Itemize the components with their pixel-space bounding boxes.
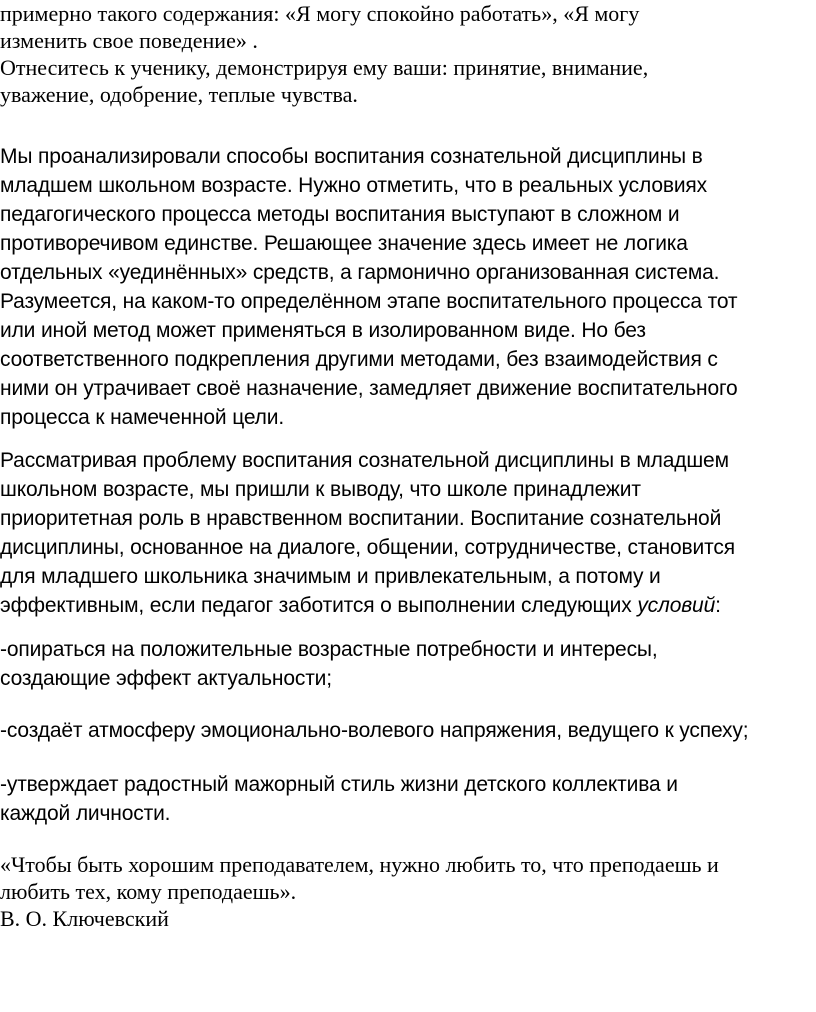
conclusion-paragraph — [0, 446, 806, 620]
conditions-emphasis: условий — [637, 594, 716, 617]
condition-item-2 — [0, 716, 806, 745]
analysis-line: Мы проанализировали способы воспитания сознательной дисциплины в — [0, 145, 703, 168]
analysis-line: или иной метод может применяться в изолированном виде. Но без — [0, 319, 646, 342]
analysis-line: процесса к намеченной цели. — [0, 406, 285, 429]
condition-line: создающие эффект актуальности; — [0, 667, 332, 690]
condition-item-1 — [0, 635, 806, 693]
conclusion-line: для младшего школьника значимым и привлекательным, а потому и — [0, 565, 661, 588]
analysis-line: Разумеется, на каком-то определённом этапе воспитательного процесса тот — [0, 290, 738, 313]
quote-block — [0, 851, 806, 932]
conclusion-line: Рассматривая проблему воспитания сознательной дисциплины в младшем — [0, 449, 729, 472]
condition-line: -создаёт атмосферу эмоционально-волевого напряжения, ведущего к успеху; — [0, 719, 749, 742]
analysis-paragraph — [0, 142, 806, 432]
analysis-line: педагогического процесса методы воспитания выступают в сложном и — [0, 203, 680, 226]
intro-line: уважение, одобрение, теплые чувства. — [0, 82, 358, 107]
intro-line: изменить свое поведение» . — [0, 28, 258, 53]
quote-line: «Чтобы быть хорошим преподавателем, нужно любить то, что преподаешь и — [0, 852, 719, 877]
analysis-line: противоречивом единстве. Решающее значение здесь имеет не логика — [0, 232, 688, 255]
analysis-line: младшем школьном возрасте. Нужно отметить, что в реальных условиях — [0, 174, 708, 197]
intro-line: Отнеситесь к ученику, демонстрируя ему ваши: принятие, внимание, — [0, 55, 649, 80]
analysis-line: ними он утрачивает своё назначение, замедляет движение воспитательного — [0, 377, 738, 400]
condition-line: -утверждает радостный мажорный стиль жизни детского коллектива и — [0, 773, 678, 796]
quote-line: любить тех, кому преподаешь». — [0, 879, 297, 904]
conclusion-last-line-prefix: эффективным, если педагог заботится о выполнении следующих — [0, 594, 638, 617]
condition-line: -опираться на положительные возрастные потребности и интересы, — [0, 638, 658, 661]
analysis-line: соответственного подкрепления другими методами, без взаимодействия с — [0, 348, 718, 371]
analysis-line: отдельных «уединённых» средств, а гармонично организованная система. — [0, 261, 720, 284]
conclusion-line: дисциплины, основанное на диалоге, общении, сотрудничестве, становится — [0, 536, 735, 559]
intro-line: примерно такого содержания: «Я могу спокойно работать», «Я могу — [0, 1, 640, 26]
conclusion-line: школьном возрасте, мы пришли к выводу, что школе принадлежит — [0, 478, 641, 501]
condition-line: каждой личности. — [0, 802, 171, 825]
conclusion-line: приоритетная роль в нравственном воспитании. Воспитание сознательной — [0, 507, 722, 530]
conclusion-last-line-suffix: : — [715, 594, 721, 617]
conclusion-last-line — [0, 591, 806, 620]
intro-paragraph — [0, 0, 806, 108]
quote-author: В. О. Ключевский — [0, 906, 169, 931]
condition-item-3 — [0, 770, 806, 828]
